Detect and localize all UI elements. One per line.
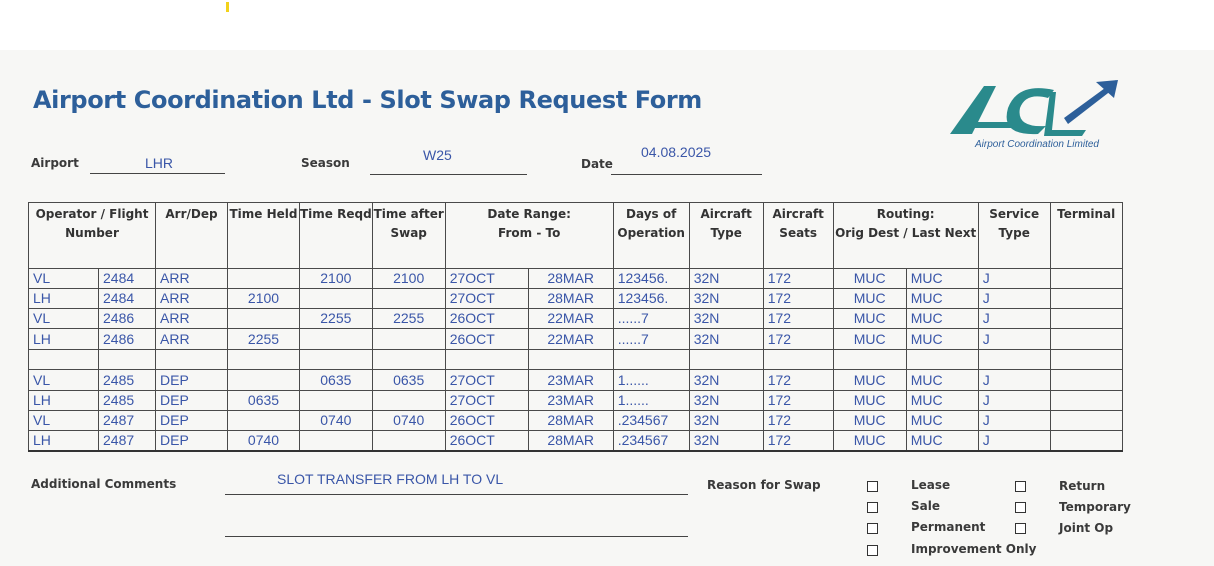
flight-number-cell: 2484 (99, 289, 156, 309)
date-to-cell: 22MAR (528, 329, 613, 350)
days-of-operation-cell: 123456. (613, 289, 689, 309)
time-held-cell (228, 350, 300, 370)
aircraft-seats-cell: 172 (763, 391, 833, 411)
lease-label: Lease (911, 478, 951, 492)
season-underline (370, 174, 527, 175)
aircraft-type-cell: 32N (689, 370, 763, 391)
days-of-operation-cell: 1...... (613, 370, 689, 391)
aircraft-type-cell: 32N (689, 391, 763, 411)
date-from-cell: 27OCT (445, 269, 528, 289)
date-from-cell: 27OCT (445, 289, 528, 309)
routing-last-next-cell (906, 350, 978, 370)
arr-dep-cell: ARR (156, 309, 228, 329)
table-row (29, 431, 1123, 452)
days-of-operation-cell: ......7 (613, 309, 689, 329)
table-row (29, 269, 1123, 289)
time-reqd-cell (300, 329, 373, 350)
service-type-cell: J (978, 309, 1050, 329)
table-row (29, 309, 1123, 329)
terminal-cell (1050, 309, 1122, 329)
improvement-only-label: Improvement Only (911, 542, 1037, 556)
date-from-cell: 26OCT (445, 411, 528, 431)
aircraft-seats-cell (763, 350, 833, 370)
time-after-swap-cell (372, 391, 445, 411)
time-held-cell (228, 309, 300, 329)
col-header-date-range: Date Range: From - To (445, 203, 613, 269)
date-to-cell (528, 350, 613, 370)
table-row (29, 411, 1123, 431)
date-to-cell: 28MAR (528, 269, 613, 289)
time-held-cell (228, 269, 300, 289)
form-title: Airport Coordination Ltd - Slot Swap Request Form (33, 86, 702, 114)
comments-line-2 (225, 536, 688, 537)
date-from-cell: 26OCT (445, 431, 528, 452)
operator-cell: LH (29, 329, 99, 350)
operator-cell: LH (29, 289, 99, 309)
date-from-cell (445, 350, 528, 370)
routing-orig-dest-cell: MUC (833, 329, 906, 350)
season-value: W25 (423, 147, 452, 163)
time-reqd-cell: 0635 (300, 370, 373, 391)
col-header-arr-dep: Arr/Dep (156, 203, 228, 269)
aircraft-type-cell (689, 350, 763, 370)
col-header-service-type: Service Type (978, 203, 1050, 269)
operator-cell: VL (29, 411, 99, 431)
time-reqd-cell: 0740 (300, 411, 373, 431)
routing-last-next-cell: MUC (906, 309, 978, 329)
aircraft-type-cell: 32N (689, 269, 763, 289)
season-label: Season (301, 156, 350, 170)
service-type-cell: J (978, 289, 1050, 309)
top-margin (0, 0, 1214, 50)
date-to-cell: 28MAR (528, 289, 613, 309)
slot-swap-table (28, 202, 1123, 452)
arr-dep-cell: ARR (156, 329, 228, 350)
date-to-cell: 23MAR (528, 391, 613, 411)
time-after-swap-cell (372, 329, 445, 350)
table-header-row (29, 203, 1123, 269)
flight-number-cell: 2486 (99, 329, 156, 350)
flight-number-cell: 2486 (99, 309, 156, 329)
arr-dep-cell: ARR (156, 269, 228, 289)
date-to-cell: 23MAR (528, 370, 613, 391)
yellow-mark (226, 2, 229, 12)
routing-orig-dest-cell: MUC (833, 289, 906, 309)
aircraft-type-cell: 32N (689, 289, 763, 309)
table-row (29, 329, 1123, 350)
col-header-aircraft-type: Aircraft Type (689, 203, 763, 269)
table-row (29, 289, 1123, 309)
days-of-operation-cell: .234567 (613, 431, 689, 452)
aircraft-seats-cell: 172 (763, 431, 833, 452)
routing-last-next-cell: MUC (906, 391, 978, 411)
return-checkbox[interactable] (1015, 481, 1026, 492)
service-type-cell (978, 350, 1050, 370)
time-after-swap-cell: 0740 (372, 411, 445, 431)
terminal-cell (1050, 411, 1122, 431)
table-row (29, 350, 1123, 370)
days-of-operation-cell: 123456. (613, 269, 689, 289)
service-type-cell: J (978, 431, 1050, 452)
airport-value: LHR (145, 155, 174, 171)
terminal-cell (1050, 269, 1122, 289)
flight-number-cell: 2484 (99, 269, 156, 289)
routing-orig-dest-cell: MUC (833, 309, 906, 329)
date-from-cell: 26OCT (445, 309, 528, 329)
time-reqd-cell (300, 289, 373, 309)
additional-comments-label: Additional Comments (31, 477, 177, 491)
routing-orig-dest-cell: MUC (833, 391, 906, 411)
date-to-cell: 28MAR (528, 411, 613, 431)
service-type-cell: J (978, 411, 1050, 431)
flight-number-cell (99, 350, 156, 370)
arr-dep-cell: DEP (156, 431, 228, 452)
permanent-label: Permanent (911, 520, 986, 534)
routing-orig-dest-cell: MUC (833, 370, 906, 391)
operator-cell: LH (29, 391, 99, 411)
time-after-swap-cell: 2100 (372, 269, 445, 289)
date-from-cell: 27OCT (445, 391, 528, 411)
time-held-cell (228, 370, 300, 391)
reason-for-swap-label: Reason for Swap (707, 478, 821, 492)
operator-cell: VL (29, 269, 99, 289)
time-after-swap-cell: 2255 (372, 309, 445, 329)
operator-cell: VL (29, 309, 99, 329)
operator-cell: VL (29, 370, 99, 391)
operator-cell: LH (29, 431, 99, 452)
time-after-swap-cell (372, 431, 445, 452)
time-held-cell (228, 411, 300, 431)
routing-last-next-cell: MUC (906, 289, 978, 309)
days-of-operation-cell: ......7 (613, 329, 689, 350)
service-type-cell: J (978, 329, 1050, 350)
aircraft-seats-cell: 172 (763, 370, 833, 391)
days-of-operation-cell: .234567 (613, 411, 689, 431)
date-to-cell: 28MAR (528, 431, 613, 452)
time-after-swap-cell (372, 289, 445, 309)
col-header-aircraft-seats: Aircraft Seats (763, 203, 833, 269)
time-held-cell: 2100 (228, 289, 300, 309)
days-of-operation-cell (613, 350, 689, 370)
time-held-cell: 2255 (228, 329, 300, 350)
date-label: Date (581, 157, 613, 171)
joint-op-checkbox[interactable] (1015, 523, 1026, 534)
days-of-operation-cell: 1...... (613, 391, 689, 411)
flight-number-cell: 2485 (99, 391, 156, 411)
terminal-cell (1050, 391, 1122, 411)
operator-cell (29, 350, 99, 370)
time-held-cell: 0740 (228, 431, 300, 452)
terminal-cell (1050, 350, 1122, 370)
routing-orig-dest-cell (833, 350, 906, 370)
aircraft-type-cell: 32N (689, 329, 763, 350)
sale-checkbox[interactable] (867, 502, 878, 513)
time-reqd-cell: 2100 (300, 269, 373, 289)
arr-dep-cell: DEP (156, 370, 228, 391)
routing-last-next-cell: MUC (906, 269, 978, 289)
time-held-cell: 0635 (228, 391, 300, 411)
time-reqd-cell (300, 350, 373, 370)
col-header-time-reqd: Time Reqd (300, 203, 373, 269)
col-header-terminal: Terminal (1050, 203, 1122, 269)
time-reqd-cell (300, 431, 373, 452)
time-after-swap-cell (372, 350, 445, 370)
arr-dep-cell: ARR (156, 289, 228, 309)
time-reqd-cell (300, 391, 373, 411)
comments-line-1 (225, 494, 688, 495)
lease-checkbox[interactable] (867, 481, 878, 492)
aircraft-type-cell: 32N (689, 411, 763, 431)
date-underline (611, 174, 762, 175)
col-header-time-after-swap: Time after Swap (372, 203, 445, 269)
sale-label: Sale (911, 499, 940, 513)
logo-caption: Airport Coordination Limited (975, 139, 1099, 150)
col-header-operator: Operator / Flight Number (29, 203, 156, 269)
aircraft-type-cell: 32N (689, 309, 763, 329)
terminal-cell (1050, 329, 1122, 350)
col-header-routing: Routing: Orig Dest / Last Next (833, 203, 978, 269)
arr-dep-cell: DEP (156, 391, 228, 411)
col-header-time-held: Time Held (228, 203, 300, 269)
routing-last-next-cell: MUC (906, 329, 978, 350)
terminal-cell (1050, 289, 1122, 309)
airport-underline (90, 173, 225, 174)
flight-number-cell: 2487 (99, 431, 156, 452)
routing-last-next-cell: MUC (906, 411, 978, 431)
table-row (29, 391, 1123, 411)
aircraft-seats-cell: 172 (763, 309, 833, 329)
temporary-checkbox[interactable] (1015, 502, 1026, 513)
arr-dep-cell (156, 350, 228, 370)
flight-number-cell: 2487 (99, 411, 156, 431)
airport-label: Airport (31, 156, 79, 170)
routing-orig-dest-cell: MUC (833, 431, 906, 452)
col-header-days: Days of Operation (613, 203, 689, 269)
time-after-swap-cell: 0635 (372, 370, 445, 391)
temporary-label: Temporary (1059, 500, 1131, 514)
table-body (29, 269, 1123, 452)
improvement-only-checkbox[interactable] (867, 545, 878, 556)
terminal-cell (1050, 431, 1122, 452)
aircraft-seats-cell: 172 (763, 289, 833, 309)
date-to-cell: 22MAR (528, 309, 613, 329)
service-type-cell: J (978, 370, 1050, 391)
table-row (29, 370, 1123, 391)
routing-orig-dest-cell: MUC (833, 269, 906, 289)
joint-op-label: Joint Op (1059, 521, 1114, 535)
aircraft-seats-cell: 172 (763, 411, 833, 431)
date-from-cell: 27OCT (445, 370, 528, 391)
flight-number-cell: 2485 (99, 370, 156, 391)
date-value: 04.08.2025 (641, 144, 712, 160)
terminal-cell (1050, 370, 1122, 391)
service-type-cell: J (978, 269, 1050, 289)
arr-dep-cell: DEP (156, 411, 228, 431)
routing-last-next-cell: MUC (906, 431, 978, 452)
return-label: Return (1059, 479, 1106, 493)
aircraft-seats-cell: 172 (763, 269, 833, 289)
aircraft-seats-cell: 172 (763, 329, 833, 350)
permanent-checkbox[interactable] (867, 523, 878, 534)
additional-comments-value: SLOT TRANSFER FROM LH TO VL (277, 471, 504, 487)
time-reqd-cell: 2255 (300, 309, 373, 329)
aircraft-type-cell: 32N (689, 431, 763, 452)
routing-orig-dest-cell: MUC (833, 411, 906, 431)
service-type-cell: J (978, 391, 1050, 411)
routing-last-next-cell: MUC (906, 370, 978, 391)
date-from-cell: 26OCT (445, 329, 528, 350)
